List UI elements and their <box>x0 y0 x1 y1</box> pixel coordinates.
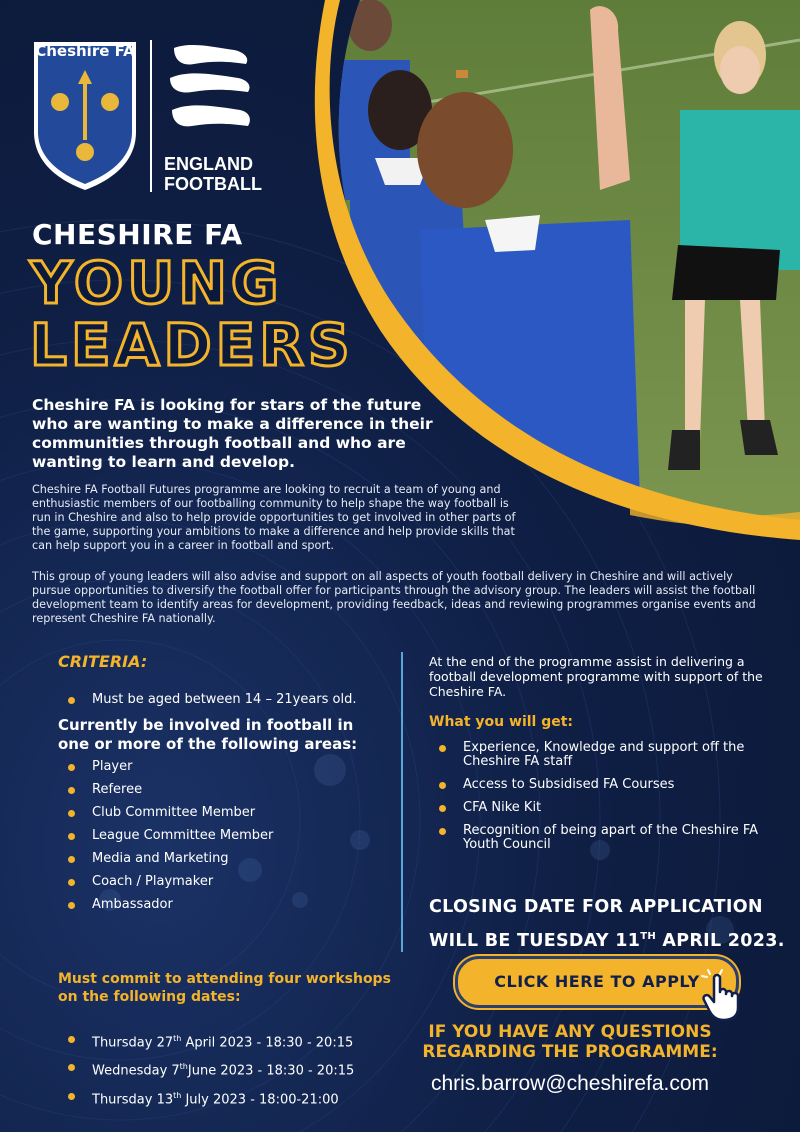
list-item: Access to Subsidised FA Courses <box>429 778 769 792</box>
list-item: Ambassador <box>58 898 388 912</box>
programme-intro: At the end of the programme assist in delivering a football development programme with support of the Cheshire FA. <box>429 654 763 699</box>
bullet-icon <box>439 828 446 835</box>
three-lions-icon <box>164 42 254 142</box>
logos <box>32 40 262 200</box>
list-item: Player <box>58 760 388 774</box>
bullet-icon <box>439 745 446 752</box>
headline <box>30 249 354 379</box>
england-football-wordmark: ENGLAND FOOTBALL <box>164 154 262 194</box>
bullet-icon <box>68 810 75 817</box>
workshops-section <box>58 970 398 1117</box>
bullet-icon <box>68 902 75 909</box>
benefits-section <box>429 654 769 861</box>
closing-date: CLOSING DATE FOR APPLICATION WILL BE TUESDAY 11TH APRIL 2023. <box>429 897 785 951</box>
questions-heading: IF YOU HAVE ANY QUESTIONS REGARDING THE PROGRAMME: <box>422 1022 718 1062</box>
contact-email[interactable]: chris.barrow@cheshirefa.com <box>430 1072 710 1095</box>
bullet-icon <box>439 805 446 812</box>
criteria-age: Must be aged between 14 – 21years old. <box>58 693 388 707</box>
bullet-icon <box>68 879 75 886</box>
cheshire-fa-logo-text: Cheshire FA <box>35 42 135 60</box>
list-item: League Committee Member <box>58 829 388 843</box>
list-item: Club Committee Member <box>58 806 388 820</box>
list-item: Referee <box>58 783 388 797</box>
list-item: CFA Nike Kit <box>429 801 769 815</box>
column-divider <box>401 652 403 952</box>
kicker-title: CHESHIRE FA <box>32 218 243 251</box>
involved-heading: Currently be involved in football in one or more of the following areas: <box>58 716 358 753</box>
workshops-heading: Must commit to attending four workshops on the following dates: <box>58 971 391 1005</box>
bullet-icon <box>68 697 75 704</box>
bullet-icon <box>68 856 75 863</box>
bullet-icon <box>68 1036 75 1043</box>
body-paragraph-2: This group of young leaders will also advise and support on all aspects of youth football delivery in Cheshire and will actively pursue opportunities to diversify the football offer for participants through the advisory group. The leaders will assist the football development team to identify areas for development, providing feedback, ideas and reviewing programmes organise events and represent Cheshire FA nationally. <box>32 570 756 625</box>
hand-cursor-icon <box>700 968 746 1022</box>
cheshire-fa-shield-icon <box>32 40 138 192</box>
apply-button[interactable]: CLICK HERE TO APPLY <box>455 956 739 1008</box>
bullet-icon <box>68 833 75 840</box>
logo-divider <box>150 40 152 192</box>
workshop-date: Wednesday 7thJune 2023 - 18:30 - 20:15 <box>58 1060 398 1078</box>
intro-text: Cheshire FA is looking for stars of the future who are wanting to make a difference in their communities through football and who are wanting to learn and develop. <box>32 396 433 471</box>
bullet-icon <box>439 782 446 789</box>
workshop-date: Thursday 13th July 2023 - 18:00-21:00 <box>58 1089 398 1107</box>
benefits-heading: What you will get: <box>429 714 574 730</box>
bullet-icon <box>68 787 75 794</box>
list-item: Coach / Playmaker <box>58 875 388 889</box>
body-paragraph-1: Cheshire FA Football Futures programme are looking to recruit a team of young and enthusiastic members of our footballing community to help shape the way football is run in Cheshire and also to help provide opportunities to get involved in other parts of the game, supporting your ambitions to make a difference and help provide skills that can help support you in a career in football and sport. <box>32 483 516 552</box>
list-item: Experience, Knowledge and support off the Cheshire FA staff <box>429 741 769 769</box>
criteria-heading: CRITERIA: <box>58 652 148 671</box>
list-item: Recognition of being apart of the Cheshire FA Youth Council <box>429 824 769 852</box>
bullet-icon <box>68 1093 75 1100</box>
bullet-icon <box>68 764 75 771</box>
headline-line-1: YOUNG <box>30 249 283 317</box>
workshop-date: Thursday 27th April 2023 - 18:30 - 20:15 <box>58 1032 398 1050</box>
list-item: Media and Marketing <box>58 852 388 866</box>
headline-line-2: LEADERS <box>30 311 354 379</box>
criteria-section <box>58 652 388 921</box>
bullet-icon <box>68 1064 75 1071</box>
